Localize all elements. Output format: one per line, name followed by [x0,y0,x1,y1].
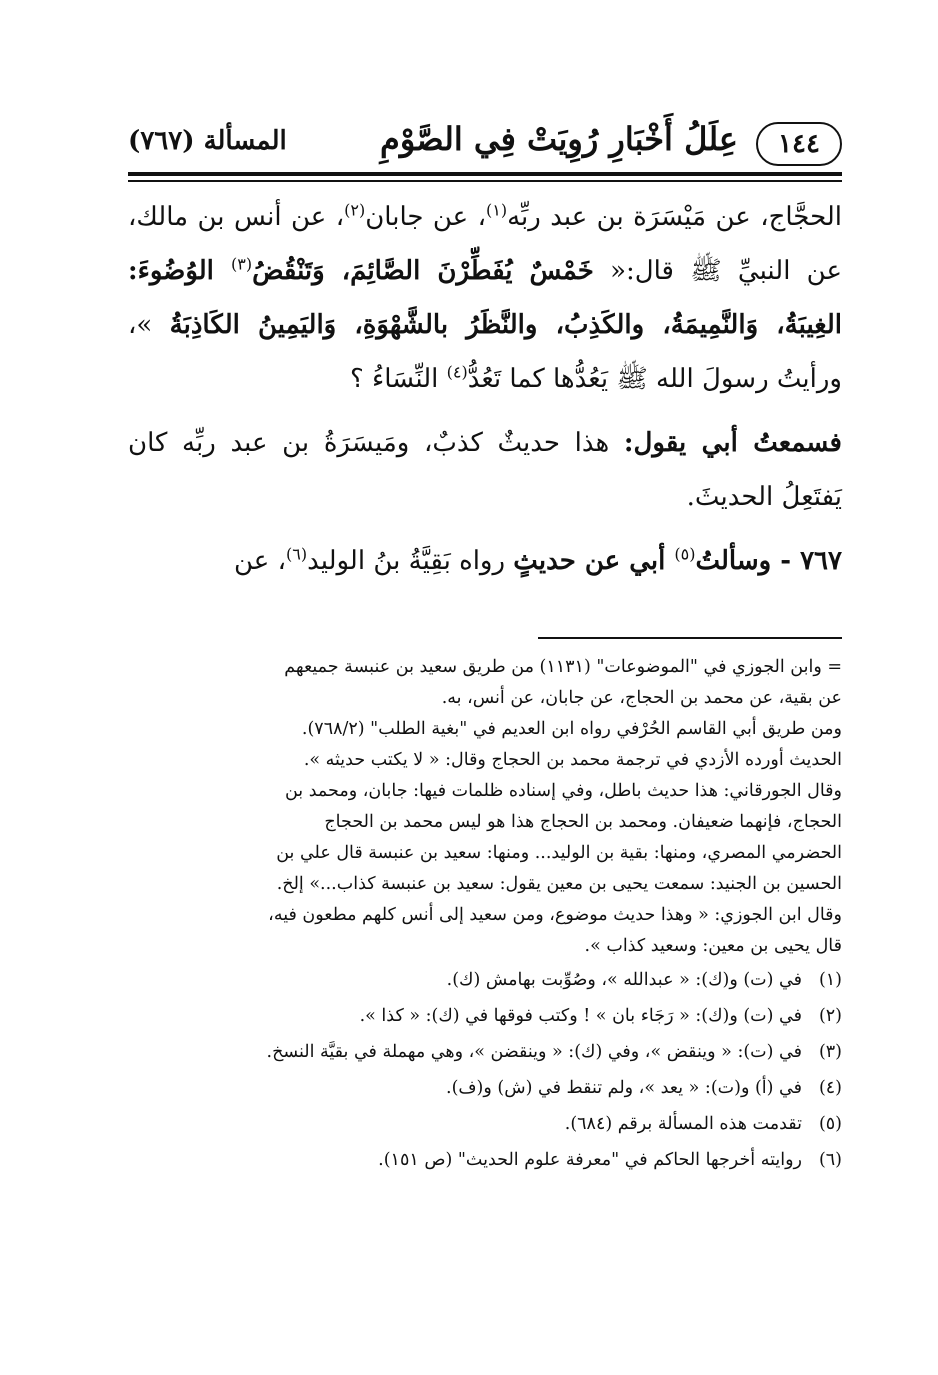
footnote-item [128,998,842,1034]
footnote-item [128,1034,842,1070]
text-run: ، عن أنس بن مالك، عن النبيِّ ﷺ قال:« [128,202,842,286]
footnote-mark: (٢) [818,1006,842,1026]
footnote-ref-3[interactable]: (٣) [230,254,253,274]
footnote-ref-6[interactable]: (٦) [285,544,308,564]
footnote-item [128,1142,842,1178]
footnote-line: قال يحيى بن معين: وسعيد كذاب ». [584,936,842,956]
question-number: ٧٦٧ - [771,546,842,576]
footnote-text: في (أ) و(ت): « يعد »، ولم تنقط في (ش) و(ف). [446,1078,802,1098]
footnote-line: وقال الجورقاني: هذا حديث باطل، وفي إسناده ظلمات فيها: جابان، ومحمد بن [284,781,842,801]
footnote-line: الحديث أورده الأزدي في ترجمة محمد بن الحجاج وقال: « لا يكتب حديثه ». [303,750,842,770]
footnote-mark: (٦) [818,1150,842,1170]
footnote-item [128,1070,842,1106]
paragraph-question [128,534,842,588]
footnote-line: الحضرمي المصري، ومنها: بقية بن الوليد... ومنها: سعيد بن عنبسة قال علي بن [276,843,842,863]
footnote-text: روايته أخرجها الحاكم في "معرفة علوم الحديث" (ص ١٥١). [378,1150,802,1170]
section-label: المسألة (٧٦٧) [128,126,287,156]
footnote-text: في (ت) و(ك): « عبدالله »، وصُوِّبت بهامش (ك). [446,970,802,990]
page-header [128,118,842,174]
footnote-mark: (٥) [818,1114,842,1134]
text-run: ، عن جابان [365,202,486,232]
hadith-text: الوُضُوءَ: الغِيبَةُ، وَالنَّمِيمَةُ، والكَذِبُ، والنَّظَرُ بالشَّهْوَةِ، وَاليَمِينُ الكَاذِبَةُ [128,256,842,340]
running-title: عِلَلُ أَخْبَارِ رُوِيَتْ فِي الصَّوْمِ [380,120,738,158]
header-rule-thin [128,180,842,182]
footnote-ref-1[interactable]: (١) [485,200,508,220]
text-run: رواه بَقِيَّةُ بنُ الوليد [307,546,514,576]
footnote-text: تقدمت هذه المسألة برقم (٦٨٤). [564,1114,802,1134]
footnote-line: وقال ابن الجوزي: « وهذا حديث موضوع، ومن سعيد إلى أنس كلهم مطعون فيه، [268,905,842,925]
footnote-separator [538,637,842,639]
footnote-ref-2[interactable]: (٢) [344,200,366,220]
main-text [128,190,842,588]
footnotes [128,652,842,1178]
footnote-item [128,1106,842,1142]
footnote-text: في (ت): « وينقض »، وفي (ك): « وينقضن »، وهي مهملة في بقيَّة النسخ. [266,1042,802,1062]
footnote-text: في (ت) و(ك): « رَجَاء بان » ! وكتب فوقها في (ك): « كذا ». [359,1006,802,1026]
header-rule-thick [128,172,842,176]
text-run: ، عن [234,546,286,576]
footnote-mark: (٣) [818,1042,842,1062]
footnote-ref-4[interactable]: (٤) [446,362,468,382]
footnote-continued [128,652,842,962]
text-run: الحجَّاج، عن مَيْسَرَة بن عبد ربِّه [507,202,842,232]
text-run: هذا حديثٌ كذبٌ، ومَيسَرَةُ بن عبد ربِّه كان يَفتَعِلُ الحديثَ. [128,428,842,512]
footnote-item [128,962,842,998]
footnote-line: الحسين بن الجنيد: سمعت يحيى بن معين يقول: سعيد بن عنبسة كذاب...» إلخ. [276,874,842,894]
question-lead: وسألتُ [695,546,772,576]
footnote-mark: (١) [818,970,842,990]
footnote-line: الحجاج، فإنهما ضعيفان. ومحمد بن الحجاج هذا هو ليس محمد بن الحجاج [324,812,842,832]
paragraph-isnad [128,190,842,406]
footnote-list [128,962,842,1178]
footnote-line: عن بقية، عن محمد بن الحجاج، عن جابان، عن أنس، به. [441,688,842,708]
footnote-line: ومن طريق أبي القاسم الحُرْفي رواه ابن العديم في "بغية الطلب" (٧٦٨/٢). [301,719,842,739]
footnote-ref-5[interactable]: (٥) [674,544,696,564]
verdict-lead: فسمعتُ أبي يقول: [623,428,842,458]
text-run: »، ورأيتُ رسولَ الله ﷺ يَعُدُّها كما تَعُدُّ [128,310,842,394]
question-bold: أبي عن حديثٍ [513,546,675,576]
footnote-line: = وابن الجوزي في "الموضوعات" (١١٣١) من طريق سعيد بن عنبسة جميعهم [284,657,842,677]
footnote-mark: (٤) [818,1078,842,1098]
page-number: ١٤٤ [756,122,842,166]
hadith-text: خَمْسٌ يُفَطِّرْنَ الصَّائِمَ، وَتَنْقُضُ [252,256,594,286]
text-run: النِّسَاءُ ؟ [349,364,447,394]
paragraph-verdict [128,416,842,524]
